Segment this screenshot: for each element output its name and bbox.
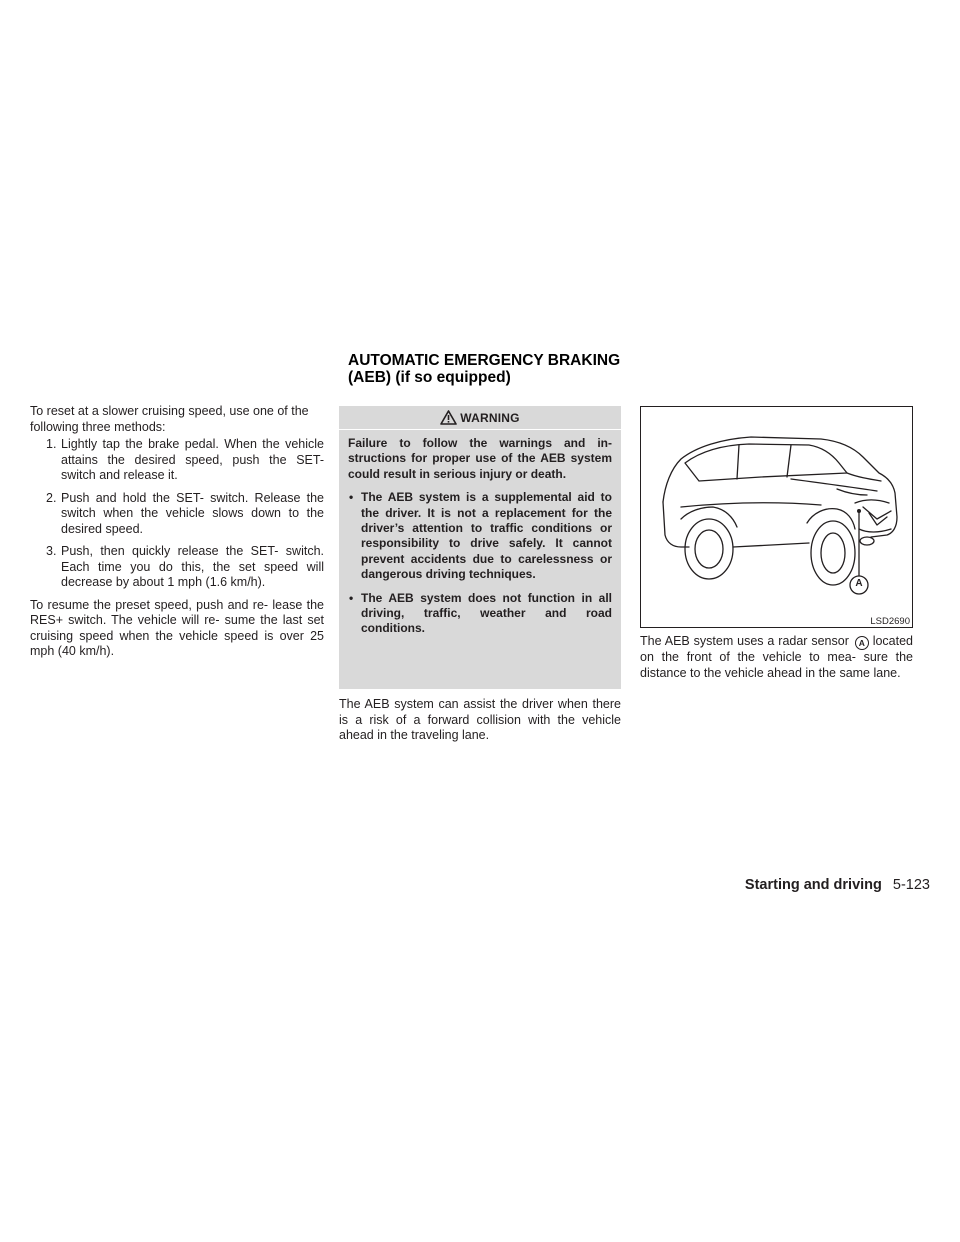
step-text: Lightly tap the brake pedal. When the vehicle attains the desired speed, push the SET- switch and release it. (61, 437, 324, 482)
radar-text-before: The AEB system uses a radar sensor (640, 634, 849, 648)
step-number: 1. (46, 437, 57, 451)
left-column (30, 404, 324, 660)
section-title-line-2: (AEB) (if so equipped) (348, 369, 511, 386)
warning-divider (339, 429, 621, 430)
callout-label: A (855, 578, 863, 589)
warning-box (339, 406, 621, 689)
radar-sensor-paragraph (640, 634, 913, 681)
resume-paragraph: To resume the preset speed, push and re- lease the RES+ switch. The vehicle will re- sume the last set cruising speed when the vehicle speed is over 25 mph (40 km/h). (30, 597, 324, 658)
list-item (30, 437, 324, 484)
list-item (348, 591, 612, 637)
warning-triangle-icon (440, 410, 457, 425)
radar-text-after: located on the front of the vehicle to mea- sure the distance to the vehicle ahead in the same lane. (640, 634, 913, 680)
list-item (348, 490, 612, 582)
warning-header (348, 406, 612, 429)
step-text: Push and hold the SET- switch. Release the switch when the vehicle slows down to the desired speed. (61, 490, 324, 536)
aeb-assist-paragraph: The AEB system can assist the driver when there is a risk of a forward collision with the vehicle ahead in the traveling lane. (339, 697, 621, 742)
reset-intro: To reset at a slower cruising speed, use one of the following three methods: (30, 404, 309, 434)
figure-code: LSD2690 (870, 616, 910, 627)
step-text: Push, then quickly release the SET- switch. Each time you do this, the set speed will decrease by about 1 mph (1.6 km/h). (61, 544, 324, 589)
list-item (30, 544, 324, 591)
warning-list (348, 490, 612, 637)
circled-a-marker: A (855, 636, 869, 650)
warning-bullet-text: The AEB system does not function in all driving, traffic, weather and road conditions. (361, 590, 612, 636)
step-number: 2. (46, 490, 57, 505)
bullet-icon: • (349, 590, 354, 605)
warning-body (348, 436, 612, 637)
warning-bullet-text: The AEB system is a supplemental aid to the driver. It is not a replacement for the driver’s attention to traffic conditions or responsibility to drive safely. It cannot prevent accidents due to carelessness or dangerous driving techniques. (361, 490, 612, 582)
section-heading (348, 352, 648, 386)
page-number: 5-123 (892, 877, 930, 893)
warning-title: WARNING (460, 410, 520, 425)
reset-steps (30, 437, 324, 591)
section-title-line-1: AUTOMATIC EMERGENCY BRAKING (348, 352, 621, 369)
footer-section: Starting and driving (744, 877, 882, 893)
bullet-icon: • (349, 490, 354, 505)
list-item (30, 491, 324, 538)
warning-intro: Failure to follow the warnings and in- structions for proper use of the AEB system could result in serious injury or death. (348, 436, 612, 481)
suv-radar-sensor-drawing (641, 407, 912, 627)
step-number: 3. (46, 544, 57, 558)
page-footer (745, 877, 930, 893)
vehicle-illustration (640, 406, 913, 628)
